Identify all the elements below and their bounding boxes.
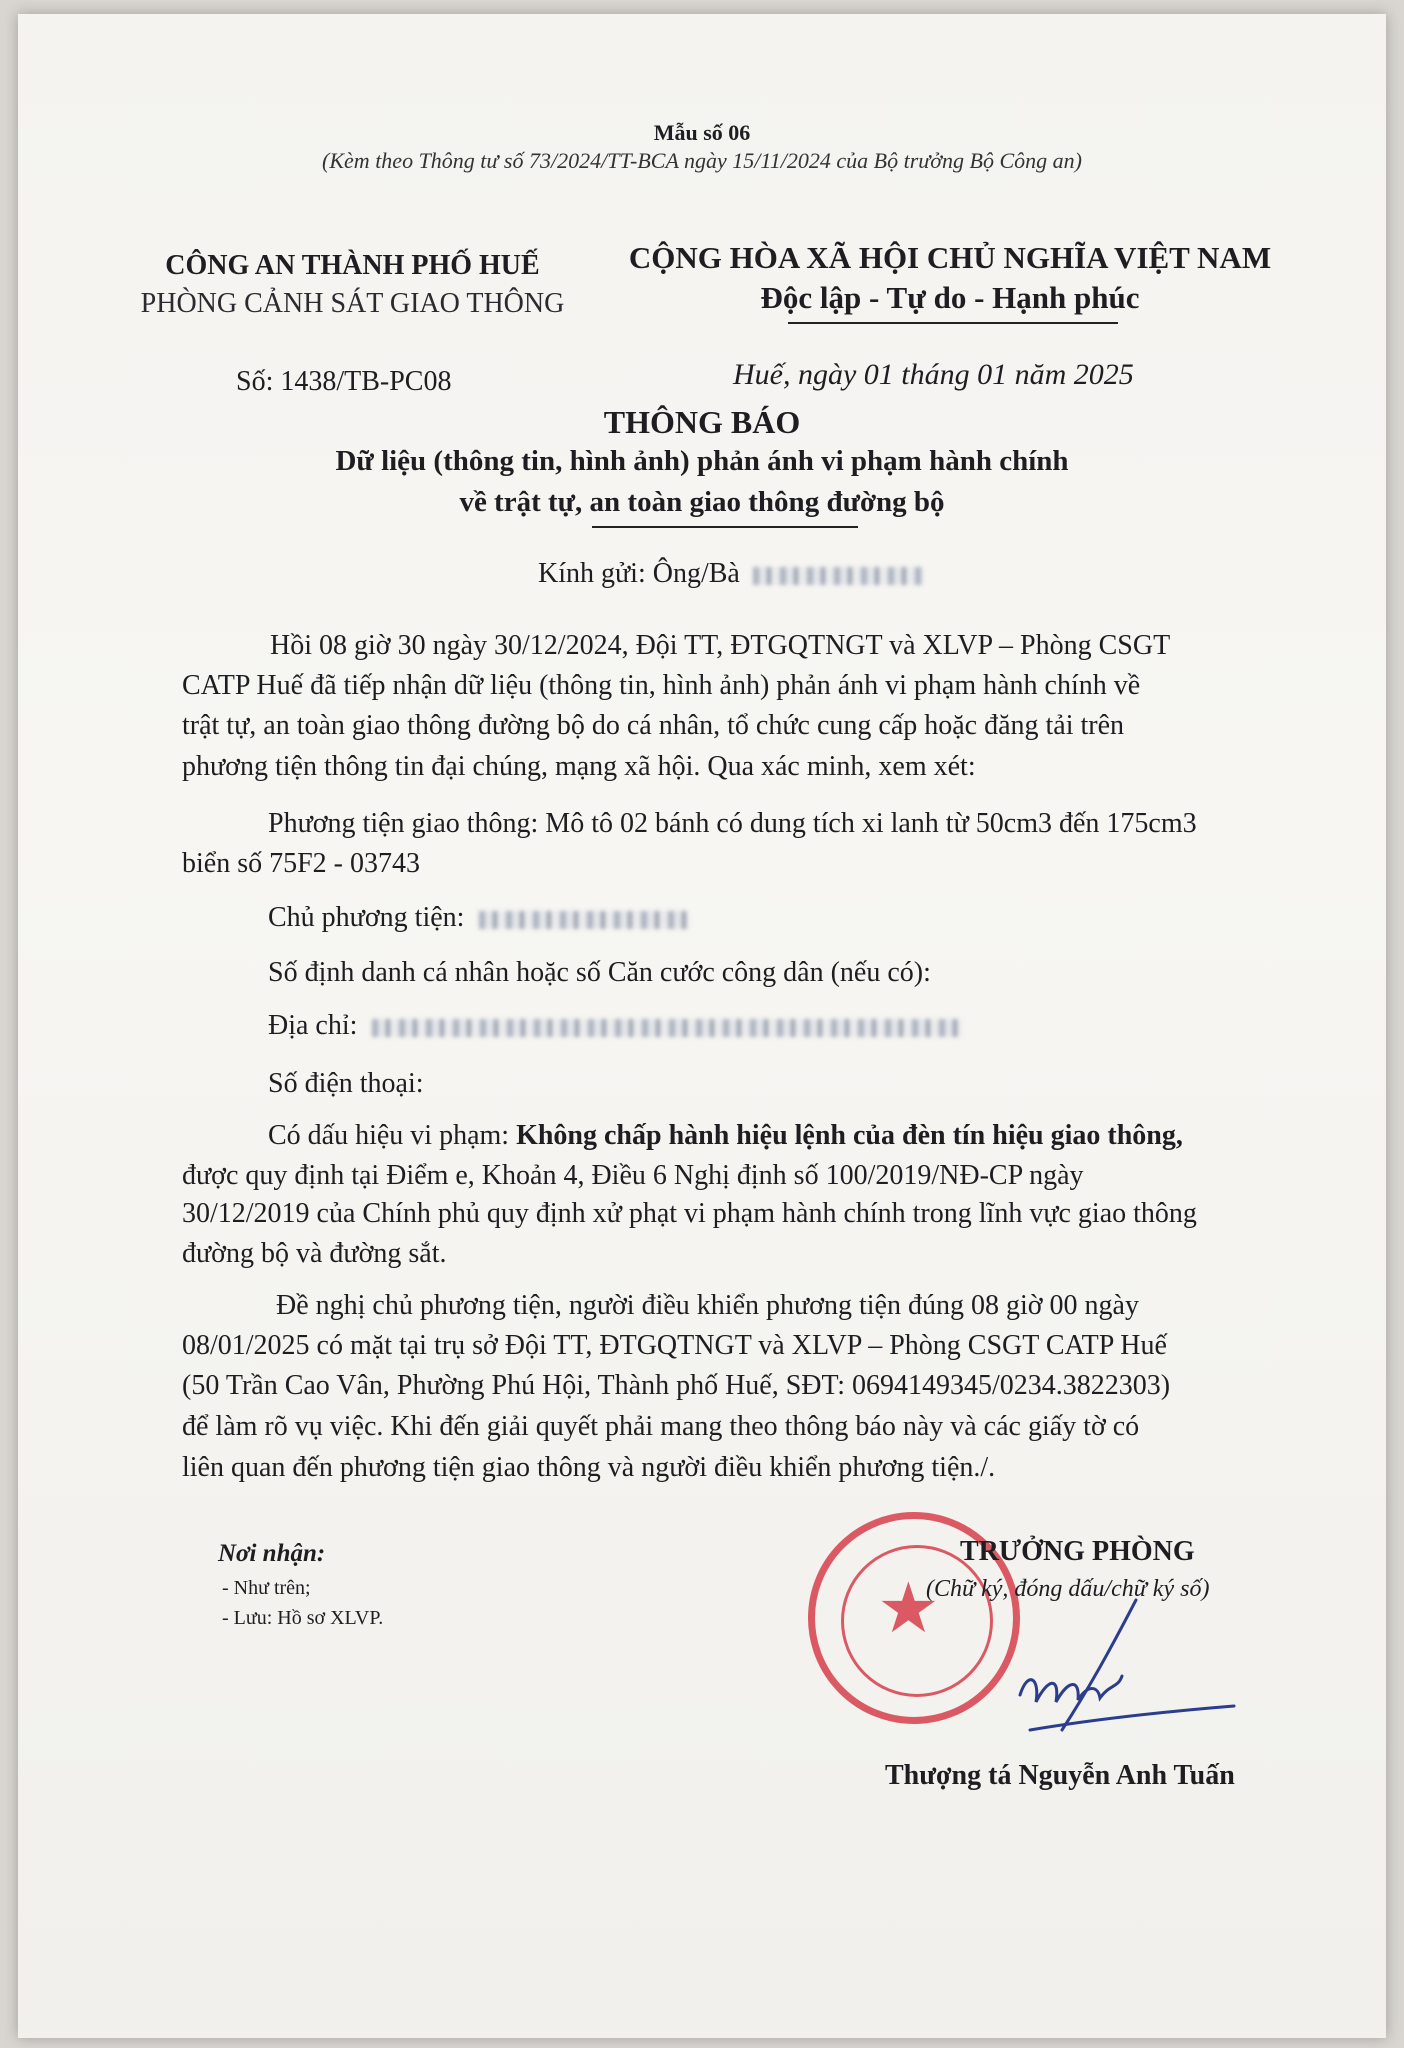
paragraph-line: CATP Huế đã tiếp nhận dữ liệu (thông tin, hình ảnh) phản ánh vi phạm hành chính về (182, 670, 1141, 701)
plate-line: biển số 75F2 - 03743 (182, 848, 420, 879)
legal-line: đường bộ và đường sắt. (182, 1238, 447, 1269)
request-line: để làm rõ vụ việc. Khi đến giải quyết phải mang theo thông báo này và các giấy tờ có (182, 1411, 1140, 1442)
form-basis: (Kèm theo Thông tư số 73/2024/TT-BCA ngày 15/11/2024 của Bộ trưởng Bộ Công an) (322, 148, 1082, 173)
signer-title: TRƯỞNG PHÒNG (960, 1536, 1195, 1567)
request-line: Đề nghị chủ phương tiện, người điều khiển phương tiện đúng 08 giờ 00 ngày (276, 1290, 1139, 1321)
paragraph-line: phương tiện thông tin đại chúng, mạng xã hội. Qua xác minh, xem xét: (182, 751, 976, 782)
phone-line: Số điện thoại: (268, 1068, 424, 1099)
national-title: CỘNG HÒA XÃ HỘI CHỦ NGHĨA VIỆT NAM (628, 240, 1272, 275)
form-number: Mẫu số 06 (653, 120, 751, 145)
paragraph-text: Hồi 08 giờ 30 ngày 30/12/2024, Đội TT, ĐTGQTNGT và XLVP – Phòng CSGT (270, 630, 1171, 661)
address-line (268, 1010, 962, 1042)
paragraph-line (270, 630, 1255, 662)
document-subject-line-1: Dữ liệu (thông tin, hình ảnh) phản ánh vi phạm hành chính (335, 445, 1069, 477)
place-date: Huế, ngày 01 tháng 01 năm 2025 (733, 358, 1134, 391)
address-label: Địa chỉ: (268, 1010, 358, 1041)
vehicle-line: Phương tiện giao thông: Mô tô 02 bánh có dung tích xi lanh từ 50cm3 đến 175cm3 (268, 808, 1197, 839)
star-icon: ★ (877, 1571, 940, 1648)
subject-underline (592, 526, 858, 528)
request-line: 08/01/2025 có mặt tại trụ sở Đội TT, ĐTGQTNGT và XLVP – Phòng CSGT CATP Huế (182, 1330, 1167, 1361)
violation-description: Không chấp hành hiệu lệnh của đèn tín hiệu giao thông, (516, 1120, 1183, 1151)
request-line: liên quan đến phương tiện giao thông và người điều khiển phương tiện./. (182, 1452, 996, 1483)
paragraph-line: trật tự, an toàn giao thông đường bộ do cá nhân, tổ chức cung cấp hoặc đăng tải trên (182, 710, 1125, 741)
national-motto: Độc lập - Tự do - Hạnh phúc (760, 280, 1140, 315)
handwritten-signature (950, 1580, 1250, 1760)
redacted-owner-name (479, 911, 689, 929)
greeting-label: Kính gửi: Ông/Bà (538, 558, 740, 589)
redacted-recipient-name (753, 567, 923, 585)
recipient-item: - Như trên; (222, 1577, 311, 1599)
signer-name: Thượng tá Nguyễn Anh Tuấn (885, 1760, 1235, 1791)
document-number: Số: 1438/TB-PC08 (236, 366, 452, 397)
violation-label: Có dấu hiệu vi phạm: (268, 1120, 510, 1151)
greeting (538, 558, 923, 590)
department-name: PHÒNG CẢNH SÁT GIAO THÔNG (140, 288, 565, 319)
agency-name: CÔNG AN THÀNH PHỐ HUẾ (165, 250, 540, 281)
violation-line (268, 1120, 1183, 1152)
recipient-item: - Lưu: Hồ sơ XLVP. (222, 1607, 384, 1629)
redacted-address (372, 1019, 962, 1037)
owner-line (268, 902, 689, 934)
owner-label: Chủ phương tiện: (268, 902, 465, 933)
legal-line: 30/12/2019 của Chính phủ quy định xử phạt vi phạm hành chính trong lĩnh vực giao thông (182, 1198, 1197, 1229)
signature-note: (Chữ ký, đóng dấu/chữ ký số) (926, 1576, 1210, 1602)
legal-line: được quy định tại Điểm e, Khoản 4, Điều 6 Nghị định số 100/2019/NĐ-CP ngày (182, 1160, 1084, 1191)
recipients-heading: Nơi nhận: (218, 1540, 326, 1567)
document-title: THÔNG BÁO (603, 404, 801, 440)
motto-underline (788, 322, 1118, 324)
document-subject-line-2: về trật tự, an toàn giao thông đường bộ (459, 486, 945, 518)
id-line: Số định danh cá nhân hoặc số Căn cước công dân (nếu có): (268, 957, 931, 988)
request-line: (50 Trần Cao Vân, Phường Phú Hội, Thành phố Huế, SĐT: 0694149345/0234.3822303) (182, 1370, 1171, 1401)
